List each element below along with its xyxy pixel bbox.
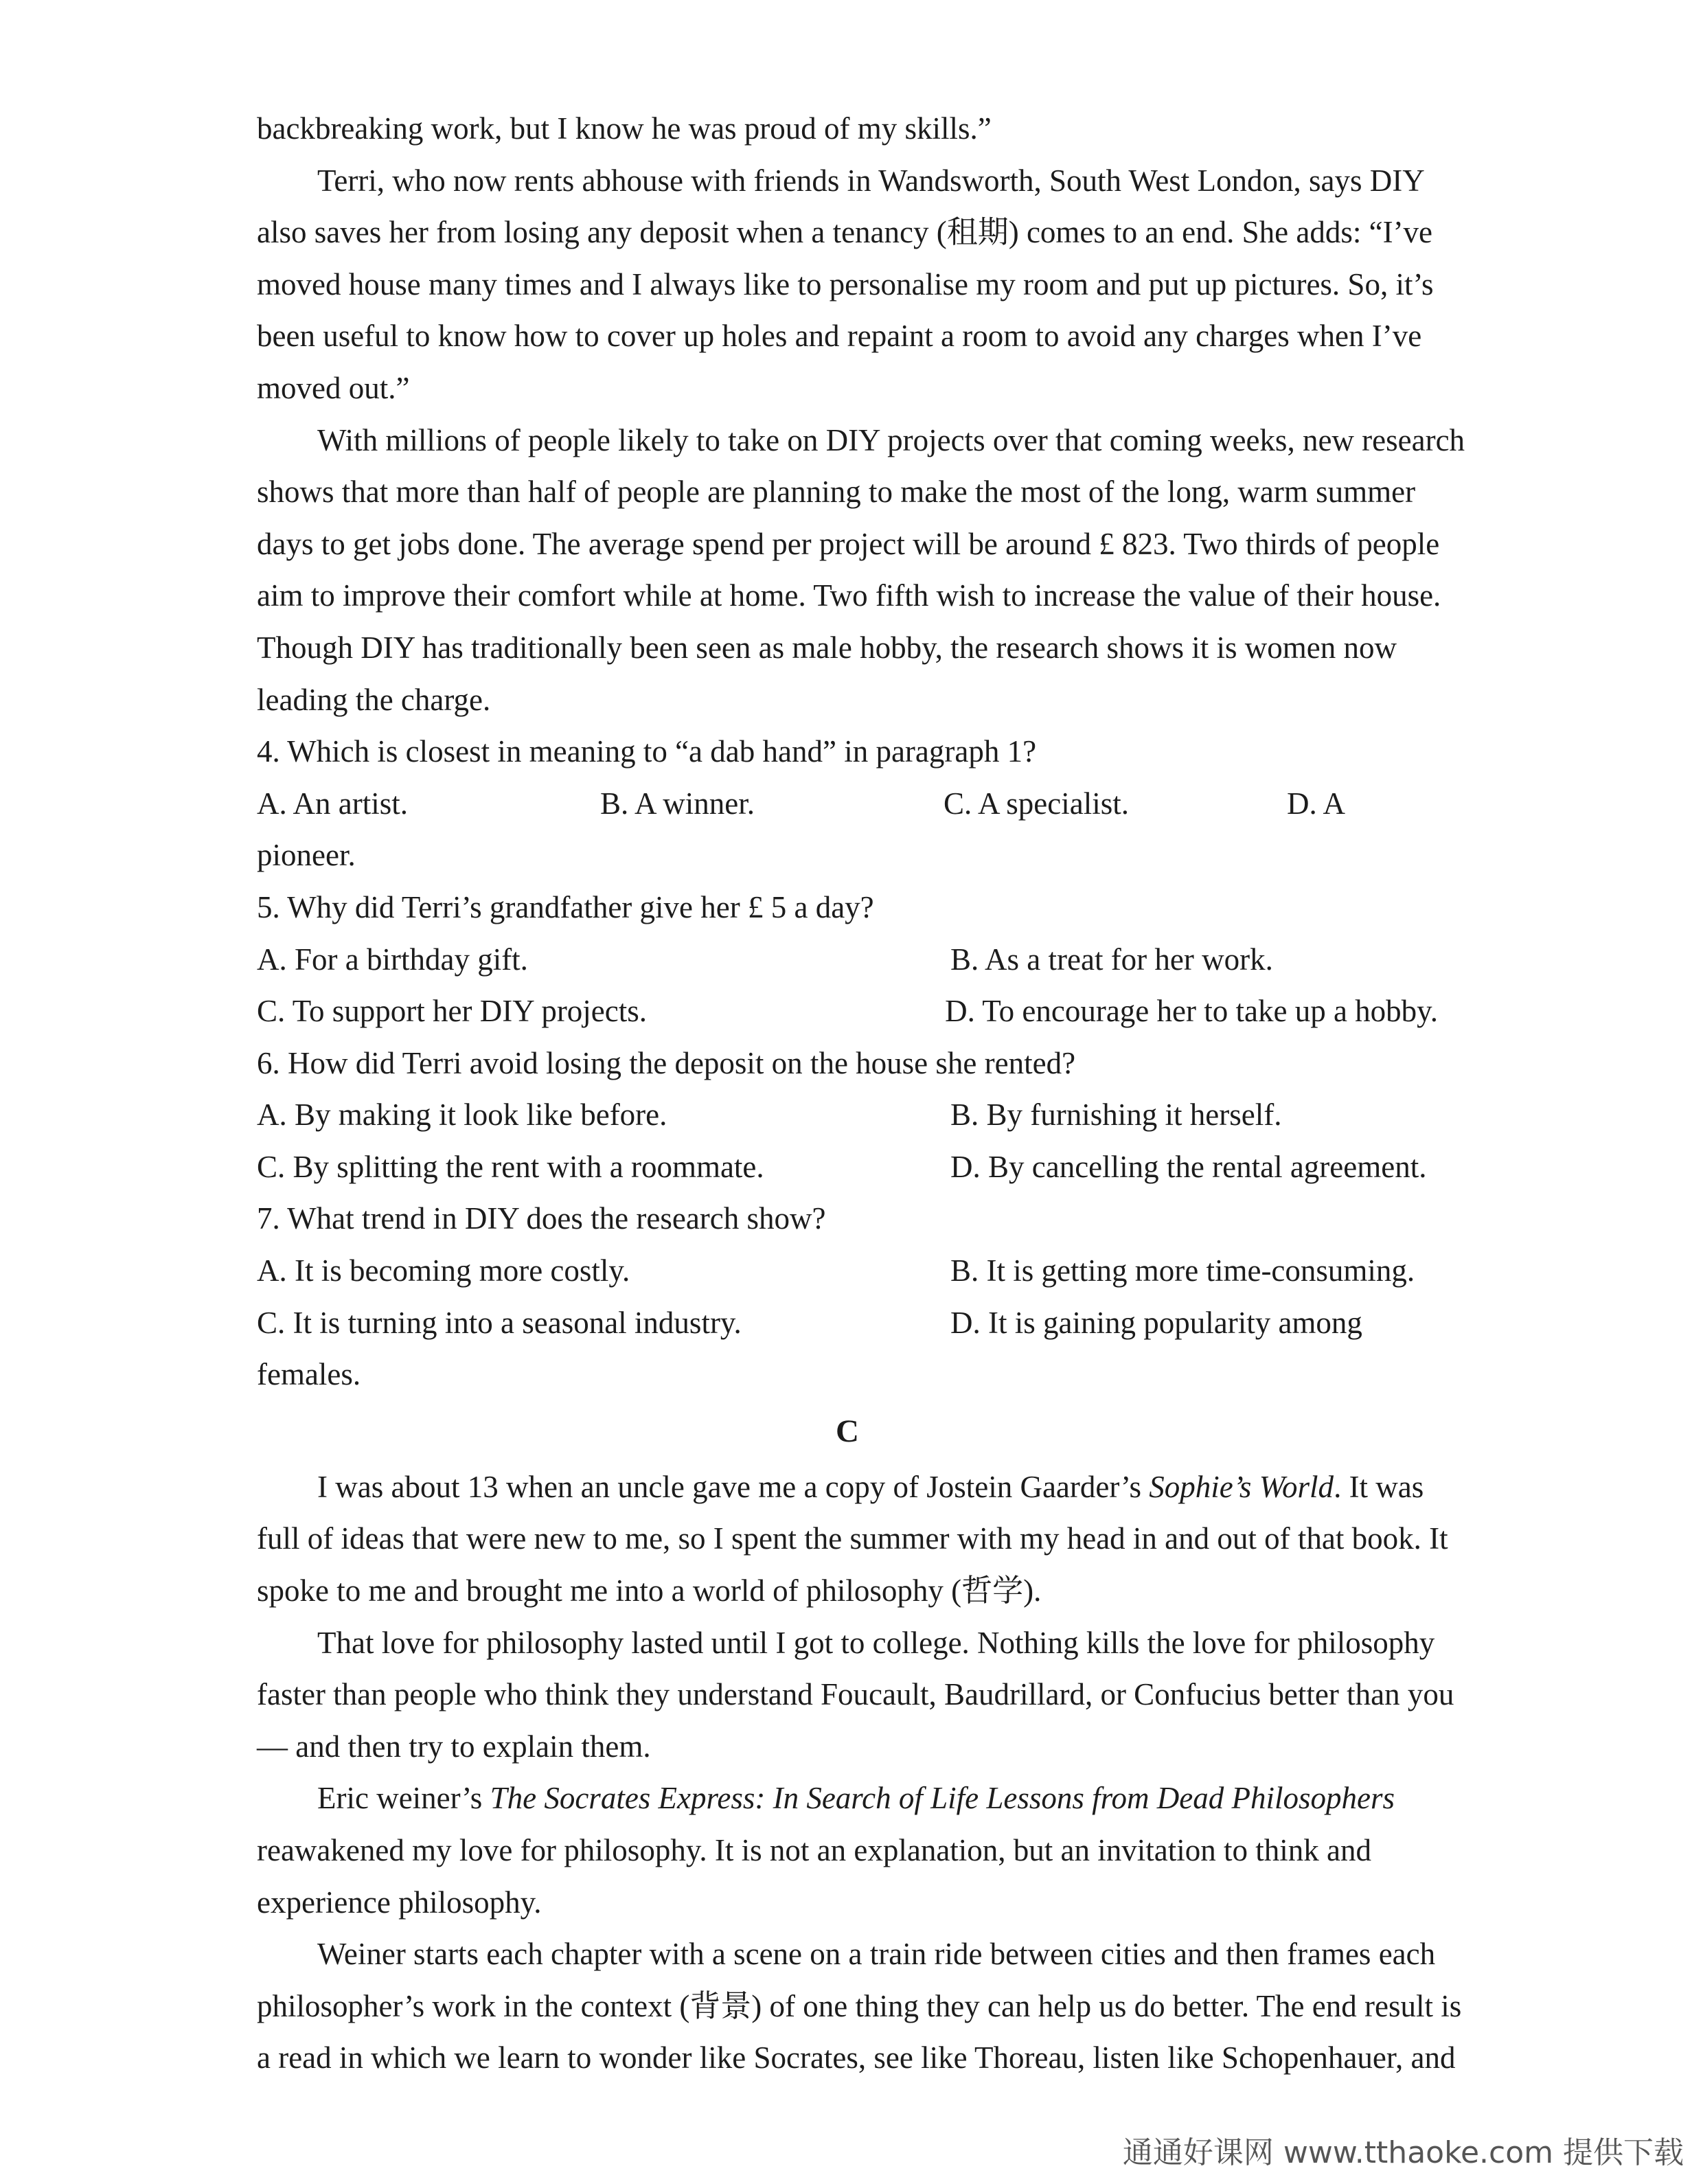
text-line: philosopher’s work in the context (背景) of one thing they can help us do better. The end result is — [257, 1988, 1462, 2023]
text-line: days to get jobs done. The average spend per project will be around £ 823. Two thirds of people — [257, 526, 1440, 561]
question-stem: 4. Which is closest in meaning to “a dab hand” in paragraph 1? — [257, 734, 1037, 769]
book-title: The Socrates Express: In Search of Life Lessons from Dead Philosophers — [490, 1781, 1395, 1816]
text-run: Eric weiner’s — [317, 1781, 490, 1816]
text-line: reawakened my love for philosophy. It is not an explanation, but an invitation to think and — [257, 1833, 1371, 1867]
section-heading: C — [836, 1413, 859, 1449]
options-row — [257, 1089, 1438, 1141]
question-4 — [257, 726, 1438, 882]
option-d: D. It is gaining popularity among — [950, 1305, 1362, 1340]
option-a: A. For a birthday gift. — [257, 942, 528, 977]
options-row — [257, 778, 1438, 830]
option-c: C. To support her DIY projects. — [257, 994, 648, 1029]
text-line: full of ideas that were new to me, so I spent the summer with my head in and out of that book. It — [257, 1521, 1448, 1556]
watermark-footer: 通通好课网 www.tthaoke.com 提供下载 — [1122, 2135, 1684, 2170]
option-d: D. A — [1287, 786, 1346, 821]
text-line: That love for philosophy lasted until I got to college. Nothing kills the love for philosophy — [317, 1625, 1435, 1660]
passage-b — [257, 103, 1465, 726]
text-line — [257, 1461, 1438, 1514]
option-a: A. An artist. — [257, 786, 408, 821]
text-run: . It was — [1334, 1469, 1424, 1504]
option-b: B. By furnishing it herself. — [950, 1097, 1282, 1133]
passage-c — [257, 1461, 1462, 2084]
question-6 — [257, 1038, 1438, 1194]
text-line — [257, 1773, 1438, 1825]
question-7 — [257, 1193, 1438, 1400]
text-line: backbreaking work, but I know he was proud of my skills.” — [257, 111, 992, 146]
option-a: A. It is becoming more costly. — [257, 1253, 630, 1288]
option-c: C. By splitting the rent with a roommate. — [257, 1149, 764, 1184]
option-c: C. A specialist. — [944, 786, 1129, 821]
text-line: spoke to me and brought me into a world of philosophy (哲学). — [257, 1573, 1042, 1608]
text-line: aim to improve their comfort while at home. Two fifth wish to increase the value of their house. — [257, 578, 1441, 613]
text-line: a read in which we learn to wonder like Socrates, see like Thoreau, listen like Schopenhauer, and — [257, 2040, 1456, 2075]
text-line: faster than people who think they understand Foucault, Baudrillard, or Confucius better than you — [257, 1677, 1454, 1712]
options-row — [257, 1245, 1438, 1297]
text-line: — and then try to explain them. — [257, 1729, 651, 1764]
text-line: been useful to know how to cover up holes and repaint a room to avoid any charges when I’ve — [257, 319, 1422, 354]
option-c: C. It is turning into a seasonal industry. — [257, 1305, 742, 1340]
book-title: Sophie’s World — [1149, 1469, 1334, 1504]
text-line: experience philosophy. — [257, 1885, 542, 1920]
option-d: D. To encourage her to take up a hobby. — [945, 994, 1438, 1029]
option-wrap: pioneer. — [257, 838, 356, 873]
text-line: also saves her from losing any deposit when a tenancy (租期) comes to an end. She adds: “I’ve — [257, 215, 1433, 250]
text-line: moved out.” — [257, 370, 410, 405]
options-row — [257, 934, 1438, 986]
text-line: Though DIY has traditionally been seen as male hobby, the research shows it is women now — [257, 630, 1397, 665]
options-row — [257, 1297, 1438, 1350]
option-a: A. By making it look like before. — [257, 1097, 667, 1133]
options-row — [257, 986, 1438, 1038]
text-line: moved house many times and I always like to personalise my room and put up pictures. So, it’s — [257, 266, 1434, 302]
text-line: shows that more than half of people are planning to make the most of the long, warm summer — [257, 475, 1416, 510]
document-page — [257, 103, 1465, 2084]
option-d: D. By cancelling the rental agreement. — [950, 1149, 1427, 1184]
option-b: B. It is getting more time-consuming. — [950, 1253, 1415, 1288]
text-line: leading the charge. — [257, 682, 491, 717]
question-5 — [257, 882, 1438, 1038]
options-row — [257, 1141, 1438, 1194]
question-stem: 6. How did Terri avoid losing the deposit on the house she rented? — [257, 1045, 1076, 1080]
text-run: I was about 13 when an uncle gave me a copy of Jostein Gaarder’s — [317, 1469, 1150, 1504]
option-wrap: females. — [257, 1357, 361, 1392]
question-stem: 7. What trend in DIY does the research show? — [257, 1201, 826, 1236]
text-line: With millions of people likely to take on DIY projects over that coming weeks, new research — [317, 422, 1465, 457]
text-line: Weiner starts each chapter with a scene on a train ride between cities and then frames each — [317, 1937, 1436, 1972]
option-b: B. As a treat for her work. — [950, 942, 1273, 977]
option-b: B. A winner. — [600, 786, 755, 821]
text-line: Terri, who now rents abhouse with friends in Wandsworth, South West London, says DIY — [317, 163, 1425, 198]
question-stem: 5. Why did Terri’s grandfather give her £ 5 a day? — [257, 889, 874, 924]
